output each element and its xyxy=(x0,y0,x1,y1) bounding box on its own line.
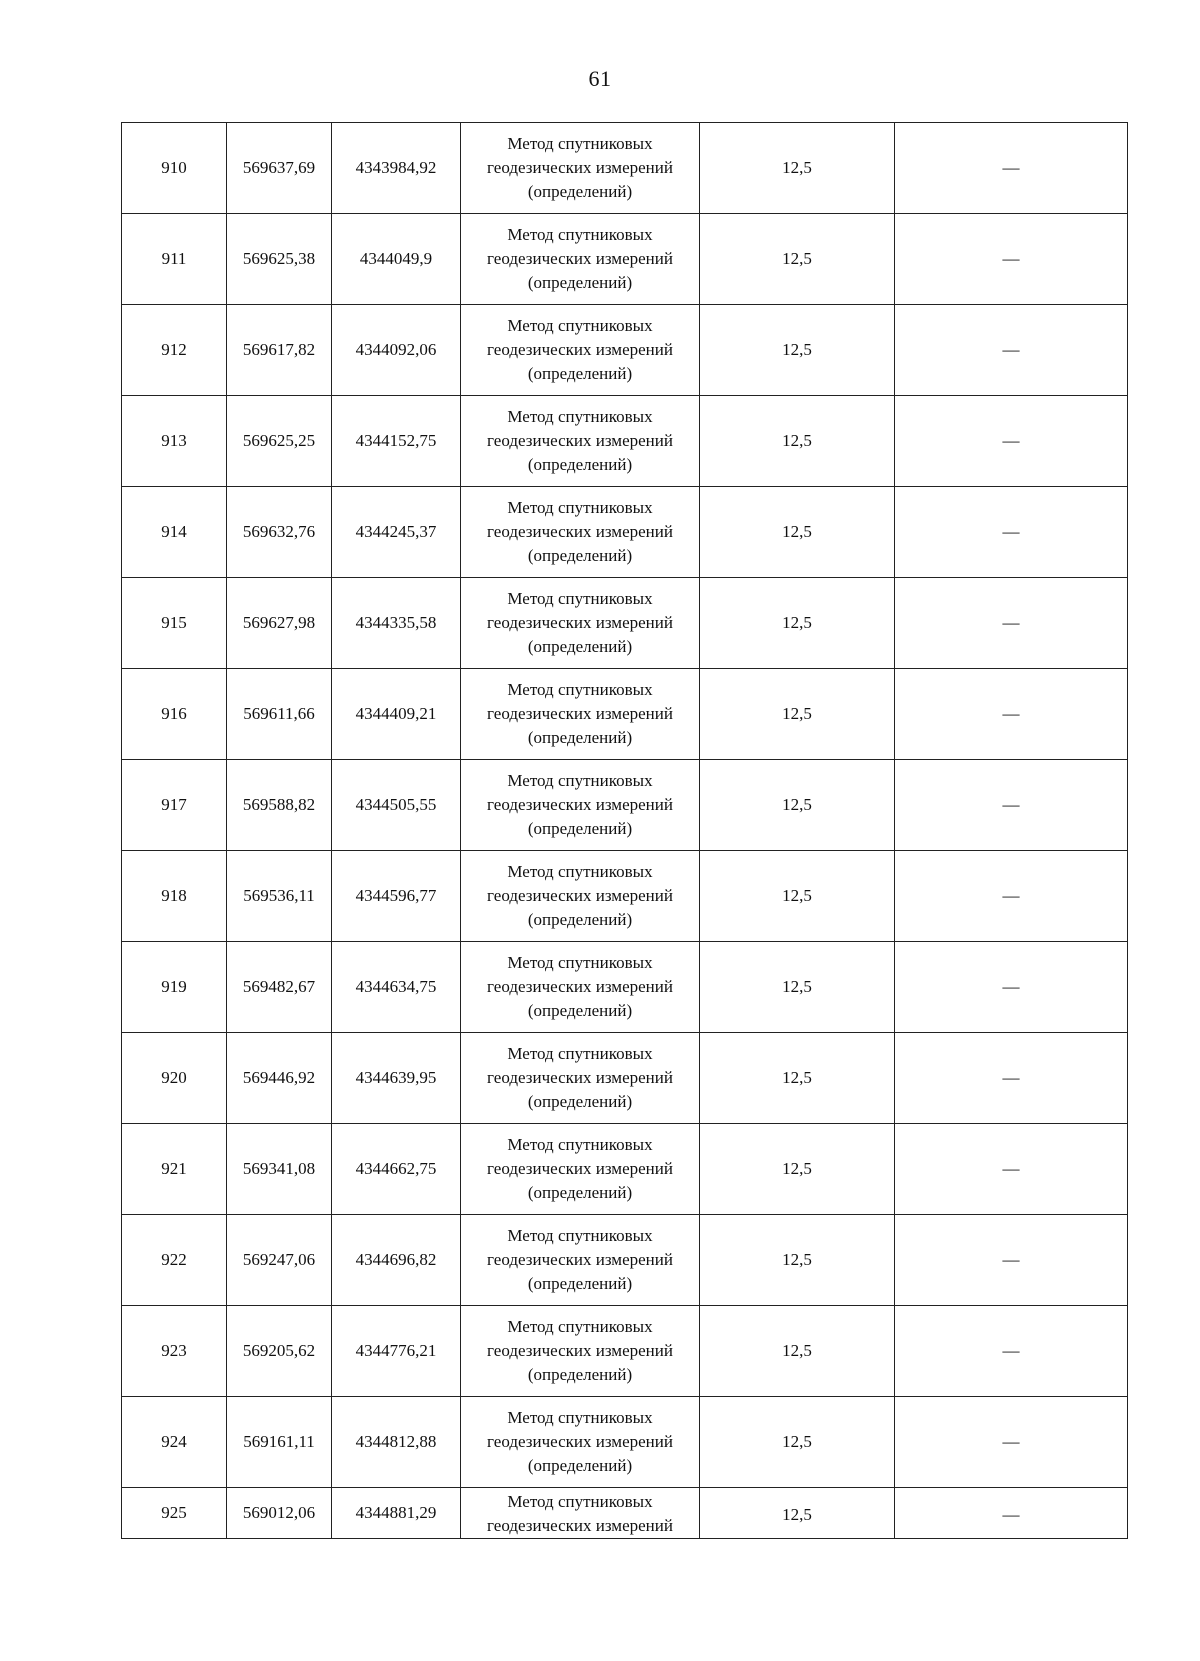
y-coordinate-cell: 4344812,88 xyxy=(332,1397,461,1488)
method-line: (определений) xyxy=(527,546,633,565)
method-line: (определений) xyxy=(527,1183,633,1202)
point-number-cell: 910 xyxy=(122,123,227,214)
point-number-cell: 912 xyxy=(122,305,227,396)
point-number-cell: 924 xyxy=(122,1397,227,1488)
method-line: (определений) xyxy=(527,819,633,838)
method-line: (определений) xyxy=(527,1456,633,1475)
method-line: геодезических измерений xyxy=(487,340,673,359)
method-line: Метод спутниковых xyxy=(507,1044,653,1063)
y-coordinate-cell: 4344776,21 xyxy=(332,1306,461,1397)
method-line: геодезических измерений xyxy=(487,886,673,905)
page-number: 61 xyxy=(588,66,612,91)
point-number-cell: 919 xyxy=(122,942,227,1033)
y-coordinate-cell: 4344505,55 xyxy=(332,760,461,851)
method-line: Метод спутниковых xyxy=(507,1492,653,1511)
method-line: (определений) xyxy=(527,182,633,201)
accuracy-cell: 12,5 xyxy=(700,942,895,1033)
x-coordinate-cell: 569341,08 xyxy=(227,1124,332,1215)
x-coordinate-cell: 569617,82 xyxy=(227,305,332,396)
table-row xyxy=(122,851,1128,942)
note-cell: — xyxy=(895,1033,1128,1124)
table-row xyxy=(122,1488,1128,1539)
method-cell xyxy=(461,1124,700,1215)
method-line: геодезических измерений xyxy=(487,1516,673,1535)
y-coordinate-cell: 4344596,77 xyxy=(332,851,461,942)
accuracy-cell: 12,5 xyxy=(700,396,895,487)
accuracy-cell: 12,5 xyxy=(700,123,895,214)
y-coordinate-cell: 4344639,95 xyxy=(332,1033,461,1124)
y-coordinate-cell: 4344409,21 xyxy=(332,669,461,760)
point-number-cell: 917 xyxy=(122,760,227,851)
method-cell xyxy=(461,487,700,578)
method-line: геодезических измерений xyxy=(487,249,673,268)
point-number-cell: 911 xyxy=(122,214,227,305)
y-coordinate-cell: 4344152,75 xyxy=(332,396,461,487)
method-cell xyxy=(461,305,700,396)
x-coordinate-cell: 569247,06 xyxy=(227,1215,332,1306)
x-coordinate-cell: 569012,06 xyxy=(227,1488,332,1539)
method-line: Метод спутниковых xyxy=(507,589,653,608)
method-line: Метод спутниковых xyxy=(507,1408,653,1427)
accuracy-cell: 12,5 xyxy=(700,851,895,942)
method-cell xyxy=(461,1397,700,1488)
method-line: (определений) xyxy=(527,455,633,474)
point-number-cell: 916 xyxy=(122,669,227,760)
method-line: Метод спутниковых xyxy=(507,1135,653,1154)
method-line: Метод спутниковых xyxy=(507,407,653,426)
x-coordinate-cell: 569625,38 xyxy=(227,214,332,305)
method-cell xyxy=(461,851,700,942)
table-row xyxy=(122,214,1128,305)
note-cell: — xyxy=(895,396,1128,487)
x-coordinate-cell: 569627,98 xyxy=(227,578,332,669)
y-coordinate-cell: 4344245,37 xyxy=(332,487,461,578)
table-body xyxy=(122,123,1128,1539)
y-coordinate-cell: 4344335,58 xyxy=(332,578,461,669)
note-cell: — xyxy=(895,851,1128,942)
note-cell: — xyxy=(895,1215,1128,1306)
x-coordinate-cell: 569625,25 xyxy=(227,396,332,487)
note-cell: — xyxy=(895,214,1128,305)
accuracy-cell: 12,5 xyxy=(700,1215,895,1306)
point-number-cell: 913 xyxy=(122,396,227,487)
note-cell: — xyxy=(895,487,1128,578)
table-row xyxy=(122,578,1128,669)
x-coordinate-cell: 569482,67 xyxy=(227,942,332,1033)
method-line: геодезических измерений xyxy=(487,158,673,177)
table-row xyxy=(122,942,1128,1033)
table-row xyxy=(122,123,1128,214)
method-line: Метод спутниковых xyxy=(507,771,653,790)
table-row xyxy=(122,760,1128,851)
y-coordinate-cell: 4344092,06 xyxy=(332,305,461,396)
note-cell: — xyxy=(895,123,1128,214)
note-cell: — xyxy=(895,942,1128,1033)
x-coordinate-cell: 569161,11 xyxy=(227,1397,332,1488)
table-row xyxy=(122,305,1128,396)
method-line: геодезических измерений xyxy=(487,1068,673,1087)
method-cell xyxy=(461,123,700,214)
y-coordinate-cell: 4344696,82 xyxy=(332,1215,461,1306)
table-row xyxy=(122,1033,1128,1124)
point-number-cell: 920 xyxy=(122,1033,227,1124)
method-line: (определений) xyxy=(527,273,633,292)
method-line: (определений) xyxy=(527,1092,633,1111)
method-line: геодезических измерений xyxy=(487,1341,673,1360)
x-coordinate-cell: 569205,62 xyxy=(227,1306,332,1397)
method-line: геодезических измерений xyxy=(487,1250,673,1269)
note-cell: — xyxy=(895,1124,1128,1215)
accuracy-cell: 12,5 xyxy=(700,487,895,578)
method-line: Метод спутниковых xyxy=(507,953,653,972)
method-line: (определений) xyxy=(527,637,633,656)
method-line: Метод спутниковых xyxy=(507,498,653,517)
table-row xyxy=(122,1306,1128,1397)
coordinates-table xyxy=(121,122,1128,1539)
method-line: (определений) xyxy=(527,1001,633,1020)
method-line: геодезических измерений xyxy=(487,704,673,723)
method-line: Метод спутниковых xyxy=(507,1317,653,1336)
point-number-cell: 923 xyxy=(122,1306,227,1397)
note-cell: — xyxy=(895,1488,1128,1539)
point-number-cell: 925 xyxy=(122,1488,227,1539)
x-coordinate-cell: 569588,82 xyxy=(227,760,332,851)
method-line: геодезических измерений xyxy=(487,1432,673,1451)
accuracy-cell: 12,5 xyxy=(700,1488,895,1539)
method-line: геодезических измерений xyxy=(487,613,673,632)
method-cell xyxy=(461,1215,700,1306)
method-line: геодезических измерений xyxy=(487,795,673,814)
method-cell xyxy=(461,214,700,305)
y-coordinate-cell: 4344049,9 xyxy=(332,214,461,305)
method-line: (определений) xyxy=(527,728,633,747)
table-row xyxy=(122,487,1128,578)
y-coordinate-cell: 4344881,29 xyxy=(332,1488,461,1539)
point-number-cell: 918 xyxy=(122,851,227,942)
x-coordinate-cell: 569536,11 xyxy=(227,851,332,942)
method-line: (определений) xyxy=(527,910,633,929)
accuracy-cell: 12,5 xyxy=(700,1397,895,1488)
method-cell xyxy=(461,1306,700,1397)
table-row xyxy=(122,1397,1128,1488)
accuracy-cell: 12,5 xyxy=(700,1124,895,1215)
method-line: геодезических измерений xyxy=(487,1159,673,1178)
x-coordinate-cell: 569446,92 xyxy=(227,1033,332,1124)
method-line: (определений) xyxy=(527,364,633,383)
x-coordinate-cell: 569611,66 xyxy=(227,669,332,760)
method-cell xyxy=(461,760,700,851)
table-row xyxy=(122,396,1128,487)
note-cell: — xyxy=(895,1397,1128,1488)
y-coordinate-cell: 4344662,75 xyxy=(332,1124,461,1215)
note-cell: — xyxy=(895,760,1128,851)
method-cell xyxy=(461,1488,700,1539)
x-coordinate-cell: 569632,76 xyxy=(227,487,332,578)
accuracy-cell: 12,5 xyxy=(700,1306,895,1397)
method-line: Метод спутниковых xyxy=(507,316,653,335)
method-line: (определений) xyxy=(527,1365,633,1384)
point-number-cell: 914 xyxy=(122,487,227,578)
method-line: геодезических измерений xyxy=(487,977,673,996)
method-line: (определений) xyxy=(527,1274,633,1293)
method-line: Метод спутниковых xyxy=(507,862,653,881)
accuracy-cell: 12,5 xyxy=(700,760,895,851)
accuracy-cell: 12,5 xyxy=(700,305,895,396)
method-cell xyxy=(461,578,700,669)
x-coordinate-cell: 569637,69 xyxy=(227,123,332,214)
y-coordinate-cell: 4344634,75 xyxy=(332,942,461,1033)
note-cell: — xyxy=(895,669,1128,760)
table-row xyxy=(122,1124,1128,1215)
method-cell xyxy=(461,942,700,1033)
method-line: Метод спутниковых xyxy=(507,134,653,153)
accuracy-cell: 12,5 xyxy=(700,578,895,669)
method-cell xyxy=(461,396,700,487)
table-row xyxy=(122,1215,1128,1306)
table-row xyxy=(122,669,1128,760)
method-line: Метод спутниковых xyxy=(507,225,653,244)
point-number-cell: 922 xyxy=(122,1215,227,1306)
method-cell xyxy=(461,669,700,760)
accuracy-cell: 12,5 xyxy=(700,214,895,305)
accuracy-cell: 12,5 xyxy=(700,1033,895,1124)
accuracy-cell: 12,5 xyxy=(700,669,895,760)
method-line: геодезических измерений xyxy=(487,522,673,541)
point-number-cell: 915 xyxy=(122,578,227,669)
method-line: геодезических измерений xyxy=(487,431,673,450)
y-coordinate-cell: 4343984,92 xyxy=(332,123,461,214)
method-cell xyxy=(461,1033,700,1124)
method-line: Метод спутниковых xyxy=(507,1226,653,1245)
point-number-cell: 921 xyxy=(122,1124,227,1215)
note-cell: — xyxy=(895,1306,1128,1397)
method-line: Метод спутниковых xyxy=(507,680,653,699)
note-cell: — xyxy=(895,578,1128,669)
note-cell: — xyxy=(895,305,1128,396)
